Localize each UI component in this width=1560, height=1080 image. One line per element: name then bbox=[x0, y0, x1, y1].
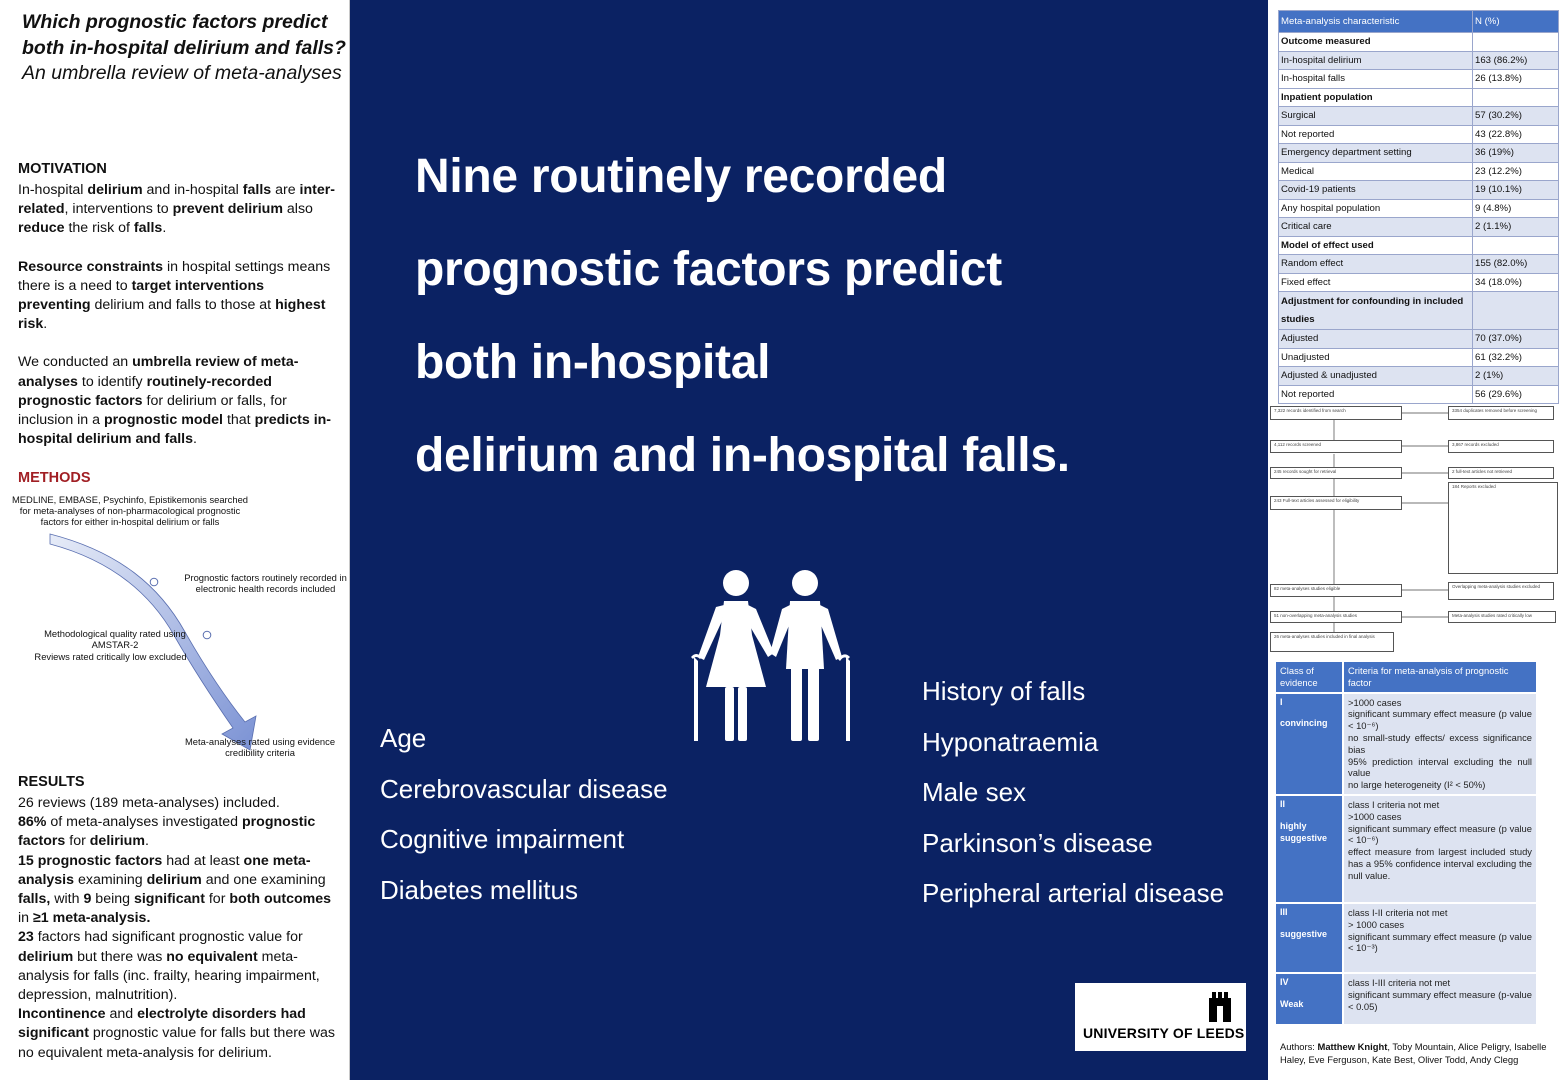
characteristics-value: 23 (12.2%) bbox=[1473, 162, 1559, 181]
characteristics-label: Medical bbox=[1279, 162, 1473, 181]
evidence-class-label: suggestive bbox=[1280, 928, 1328, 939]
evidence-header-cell: Criteria for meta-analysis of prognostic factor bbox=[1343, 661, 1537, 693]
flow-box-retrieval: 245 records sought for retrieval bbox=[1270, 467, 1402, 479]
methods-step-1: MEDLINE, EMBASE, Psychinfo, Epistikemonis searched for meta-analyses of non-pharmacological prognostic factors for either in-hospital delirium or falls bbox=[11, 494, 249, 527]
evidence-class bbox=[1275, 973, 1343, 1025]
evidence-criteria: >1000 cases significant summary effect measure (p value < 10⁻⁶) no small-study effects/ excess significance bias 95% prediction interval excluding the null value no large heterogeneity (I² < 50%) bbox=[1343, 693, 1537, 795]
characteristics-group-row bbox=[1279, 236, 1559, 255]
characteristics-group-row bbox=[1279, 33, 1559, 52]
flow-box-critically-low: Meta-analysis studies rated critically low bbox=[1448, 611, 1556, 623]
characteristics-value: 26 (13.8%) bbox=[1473, 70, 1559, 89]
evidence-row bbox=[1275, 795, 1537, 903]
characteristics-row bbox=[1279, 330, 1559, 349]
results-para: 26 reviews (189 meta-analyses) included. 86% of meta-analyses investigated prognostic factors for delirium. 15 prognostic factors had at least one meta-analysis examining delirium and one examining falls, with 9 being significant for both outcomes in ≥1 meta-analysis. 23 factors had significant prognostic value for delirium but there was no equivalent meta-analysis for falls (inc. frailty, hearing impairment, depression, malnutrition). Incontinence and electrolyte disorders had significant prognostic value for falls but there was no equivalent meta-analysis for delirium. bbox=[18, 795, 335, 1061]
characteristics-header-row bbox=[1279, 11, 1559, 33]
evidence-class-label: Weak bbox=[1280, 998, 1304, 1009]
characteristics-label: Surgical bbox=[1279, 107, 1473, 126]
factor-item: History of falls bbox=[922, 676, 1086, 706]
characteristics-value: 36 (19%) bbox=[1473, 144, 1559, 163]
evidence-class-number: I bbox=[1280, 696, 1283, 707]
evidence-class bbox=[1275, 795, 1343, 903]
step-2-dot bbox=[150, 578, 158, 586]
motivation-para-2: Resource constraints in hospital settings means there is a need to target interventions preventing delirium and falls to those at highest risk. bbox=[18, 258, 331, 333]
characteristics-row bbox=[1279, 348, 1559, 367]
evidence-class-number: IV bbox=[1280, 976, 1289, 987]
motivation-heading: MOTIVATION bbox=[18, 161, 107, 177]
characteristics-value: 9 (4.8%) bbox=[1473, 199, 1559, 218]
flow-box-included: 26 meta-analyses studies included in final analysis bbox=[1270, 632, 1394, 652]
flow-box-eligible: 82 meta-analyses studies eligible bbox=[1270, 584, 1402, 597]
evidence-class bbox=[1275, 693, 1343, 795]
characteristics-value: 163 (86.2%) bbox=[1473, 51, 1559, 70]
leeds-crest-icon bbox=[1207, 992, 1233, 1022]
characteristics-label: Critical care bbox=[1279, 218, 1473, 237]
characteristics-value: 34 (18.0%) bbox=[1473, 273, 1559, 292]
characteristics-value: 57 (30.2%) bbox=[1473, 107, 1559, 126]
characteristics-label: Any hospital population bbox=[1279, 199, 1473, 218]
characteristics-value: 19 (10.1%) bbox=[1473, 181, 1559, 200]
characteristics-value: 2 (1.1%) bbox=[1473, 218, 1559, 237]
characteristics-label: Not reported bbox=[1279, 385, 1473, 404]
characteristics-row bbox=[1279, 199, 1559, 218]
evidence-class-label: highly suggestive bbox=[1280, 820, 1328, 843]
flow-box-non-overlapping: 51 non-overlapping meta-analysis studies bbox=[1270, 611, 1402, 623]
group-value bbox=[1473, 33, 1559, 52]
methods-diagram bbox=[0, 492, 350, 762]
factor-item: Hyponatraemia bbox=[922, 726, 1099, 757]
evidence-row bbox=[1275, 693, 1537, 795]
characteristics-table bbox=[1278, 10, 1559, 404]
methods-step-3a: Methodological quality rated using AMSTAR-2 bbox=[44, 628, 186, 650]
evidence-criteria: class I-III criteria not met significant summary effect measure (p-value < 0.05) bbox=[1343, 973, 1537, 1025]
characteristics-group-row bbox=[1279, 88, 1559, 107]
evidence-class-number: III bbox=[1280, 906, 1288, 917]
characteristics-value: 43 (22.8%) bbox=[1473, 125, 1559, 144]
factor-item: Male sex bbox=[922, 777, 1027, 807]
factors-left-list bbox=[380, 713, 668, 915]
headline-line-2: prognostic factors predict bbox=[415, 243, 1002, 296]
evidence-criteria: class I criteria not met >1000 cases significant summary effect measure (p value < 10⁻⁶) effect measure from largest included study has a 95% confidence interval excluding the null value. bbox=[1343, 795, 1537, 903]
characteristics-row bbox=[1279, 125, 1559, 144]
logo-text: UNIVERSITY OF LEEDS bbox=[1083, 1025, 1245, 1041]
factor-item: Parkinson’s disease bbox=[922, 827, 1153, 858]
university-logo bbox=[1075, 983, 1246, 1051]
step-3-dot bbox=[203, 631, 211, 639]
flow-box-identified: 7,322 records identified from search bbox=[1270, 406, 1402, 420]
characteristics-label: Fixed effect bbox=[1279, 273, 1473, 292]
group-label: Model of effect used bbox=[1279, 236, 1473, 255]
authors-first: Matthew Knight bbox=[1317, 1041, 1388, 1052]
group-value bbox=[1473, 88, 1559, 107]
characteristics-value: 56 (29.6%) bbox=[1473, 385, 1559, 404]
characteristics-row bbox=[1279, 385, 1559, 404]
characteristics-label: Random effect bbox=[1279, 255, 1473, 274]
characteristics-value: 70 (37.0%) bbox=[1473, 330, 1559, 349]
characteristics-row bbox=[1279, 107, 1559, 126]
characteristics-header-cell: Meta-analysis characteristic bbox=[1279, 11, 1473, 33]
characteristics-value: 61 (32.2%) bbox=[1473, 348, 1559, 367]
title-subtitle: An umbrella review of meta-analyses bbox=[22, 62, 342, 84]
headline-line-1: Nine routinely recorded bbox=[415, 150, 947, 203]
methods-step-3b: Reviews rated critically low excluded bbox=[34, 651, 187, 662]
flow-box-eligibility: 243 Full-text articles assessed for eligibility bbox=[1270, 496, 1402, 510]
characteristics-row bbox=[1279, 255, 1559, 274]
title-question: Which prognostic factors predict both in-hospital delirium and falls? bbox=[22, 11, 346, 59]
headline-line-4: delirium and in-hospital falls. bbox=[415, 429, 1070, 482]
evidence-class-label: convincing bbox=[1280, 718, 1328, 729]
results-heading: RESULTS bbox=[18, 774, 85, 790]
group-value bbox=[1473, 292, 1559, 330]
evidence-row bbox=[1275, 903, 1537, 973]
characteristics-row bbox=[1279, 181, 1559, 200]
characteristics-label: Not reported bbox=[1279, 125, 1473, 144]
evidence-header-row bbox=[1275, 661, 1537, 693]
factors-right-list bbox=[922, 666, 1224, 919]
factor-item: Age bbox=[380, 723, 427, 753]
evidence-header-cell: Class of evidence bbox=[1275, 661, 1343, 693]
authors-rest: , Toby Mountain, Alice Peligry, Isabelle Haley, Eve Ferguson, Kate Best, Oliver Todd, Andy Clegg bbox=[1280, 1041, 1547, 1065]
flow-box-overlapping: Overlapping meta-analysis studies excluded bbox=[1448, 582, 1554, 600]
characteristics-value: 155 (82.0%) bbox=[1473, 255, 1559, 274]
group-value bbox=[1473, 236, 1559, 255]
poster-title bbox=[22, 10, 347, 87]
characteristics-label: Unadjusted bbox=[1279, 348, 1473, 367]
flow-box-reports-excluded: 184 Reports excluded bbox=[1448, 482, 1558, 574]
characteristics-group-row bbox=[1279, 292, 1559, 330]
characteristics-row bbox=[1279, 51, 1559, 70]
characteristics-label: In-hospital delirium bbox=[1279, 51, 1473, 70]
characteristics-label: Adjusted & unadjusted bbox=[1279, 367, 1473, 386]
methods-step-2: Prognostic factors routinely recorded in electronic health records included bbox=[184, 572, 347, 594]
center-panel bbox=[350, 0, 1268, 1080]
evidence-criteria: class I-II criteria not met > 1000 cases significant summary effect measure (p value < 10⁻³) bbox=[1343, 903, 1537, 973]
motivation-text bbox=[18, 181, 336, 449]
flow-box-excluded: 3,867 records excluded bbox=[1448, 440, 1554, 453]
characteristics-row bbox=[1279, 367, 1559, 386]
factor-item: Cerebrovascular disease bbox=[380, 773, 668, 804]
left-column bbox=[0, 0, 350, 1080]
right-column bbox=[1268, 0, 1560, 1080]
group-label: Outcome measured bbox=[1279, 33, 1473, 52]
flow-box-screened: 4,112 records screened bbox=[1270, 440, 1402, 453]
characteristics-row bbox=[1279, 218, 1559, 237]
group-label: Inpatient population bbox=[1279, 88, 1473, 107]
characteristics-label: Emergency department setting bbox=[1279, 144, 1473, 163]
characteristics-label: Adjusted bbox=[1279, 330, 1473, 349]
methods-heading: METHODS bbox=[18, 470, 91, 486]
authors bbox=[1280, 1040, 1558, 1066]
methods-arrow bbox=[0, 492, 350, 762]
factor-item: Peripheral arterial disease bbox=[922, 878, 1225, 908]
prisma-flow-diagram bbox=[1268, 404, 1560, 654]
evidence-class-number: II bbox=[1280, 798, 1286, 809]
headline bbox=[415, 130, 1175, 502]
factor-item: Cognitive impairment bbox=[380, 824, 625, 854]
characteristics-label: In-hospital falls bbox=[1279, 70, 1473, 89]
factor-item: Diabetes mellitus bbox=[380, 874, 578, 905]
motivation-para-3: We conducted an umbrella review of meta-analyses to identify routinely-recorded prognostic factors for delirium or falls, for inclusion in a prognostic model that predicts in-hospital delirium and falls. bbox=[18, 354, 332, 448]
characteristics-value: 2 (1%) bbox=[1473, 367, 1559, 386]
flow-box-duplicates: 3354 duplicates removed before screening bbox=[1448, 406, 1554, 420]
methods-step-4: Meta-analyses rated using evidence credibility criteria bbox=[184, 736, 336, 758]
evidence-class-table bbox=[1274, 660, 1538, 1026]
characteristics-row bbox=[1279, 162, 1559, 181]
group-label: Adjustment for confounding in included studies bbox=[1279, 292, 1473, 330]
evidence-class bbox=[1275, 903, 1343, 973]
flow-box-not-retrieved: 2 full-text articles not retrieved bbox=[1448, 467, 1554, 479]
characteristics-row bbox=[1279, 273, 1559, 292]
headline-line-3: both in-hospital bbox=[415, 336, 771, 389]
characteristics-row bbox=[1279, 144, 1559, 163]
characteristics-row bbox=[1279, 70, 1559, 89]
characteristics-label: Covid-19 patients bbox=[1279, 181, 1473, 200]
authors-prefix: Authors: bbox=[1280, 1041, 1318, 1052]
results-text bbox=[18, 794, 336, 1063]
evidence-row bbox=[1275, 973, 1537, 1025]
characteristics-header-cell: N (%) bbox=[1473, 11, 1559, 33]
elderly-couple-icon bbox=[688, 565, 858, 745]
motivation-para-1: In-hospital delirium and in-hospital falls are inter-related, interventions to prevent delirium also reduce the risk of falls. bbox=[18, 182, 336, 237]
